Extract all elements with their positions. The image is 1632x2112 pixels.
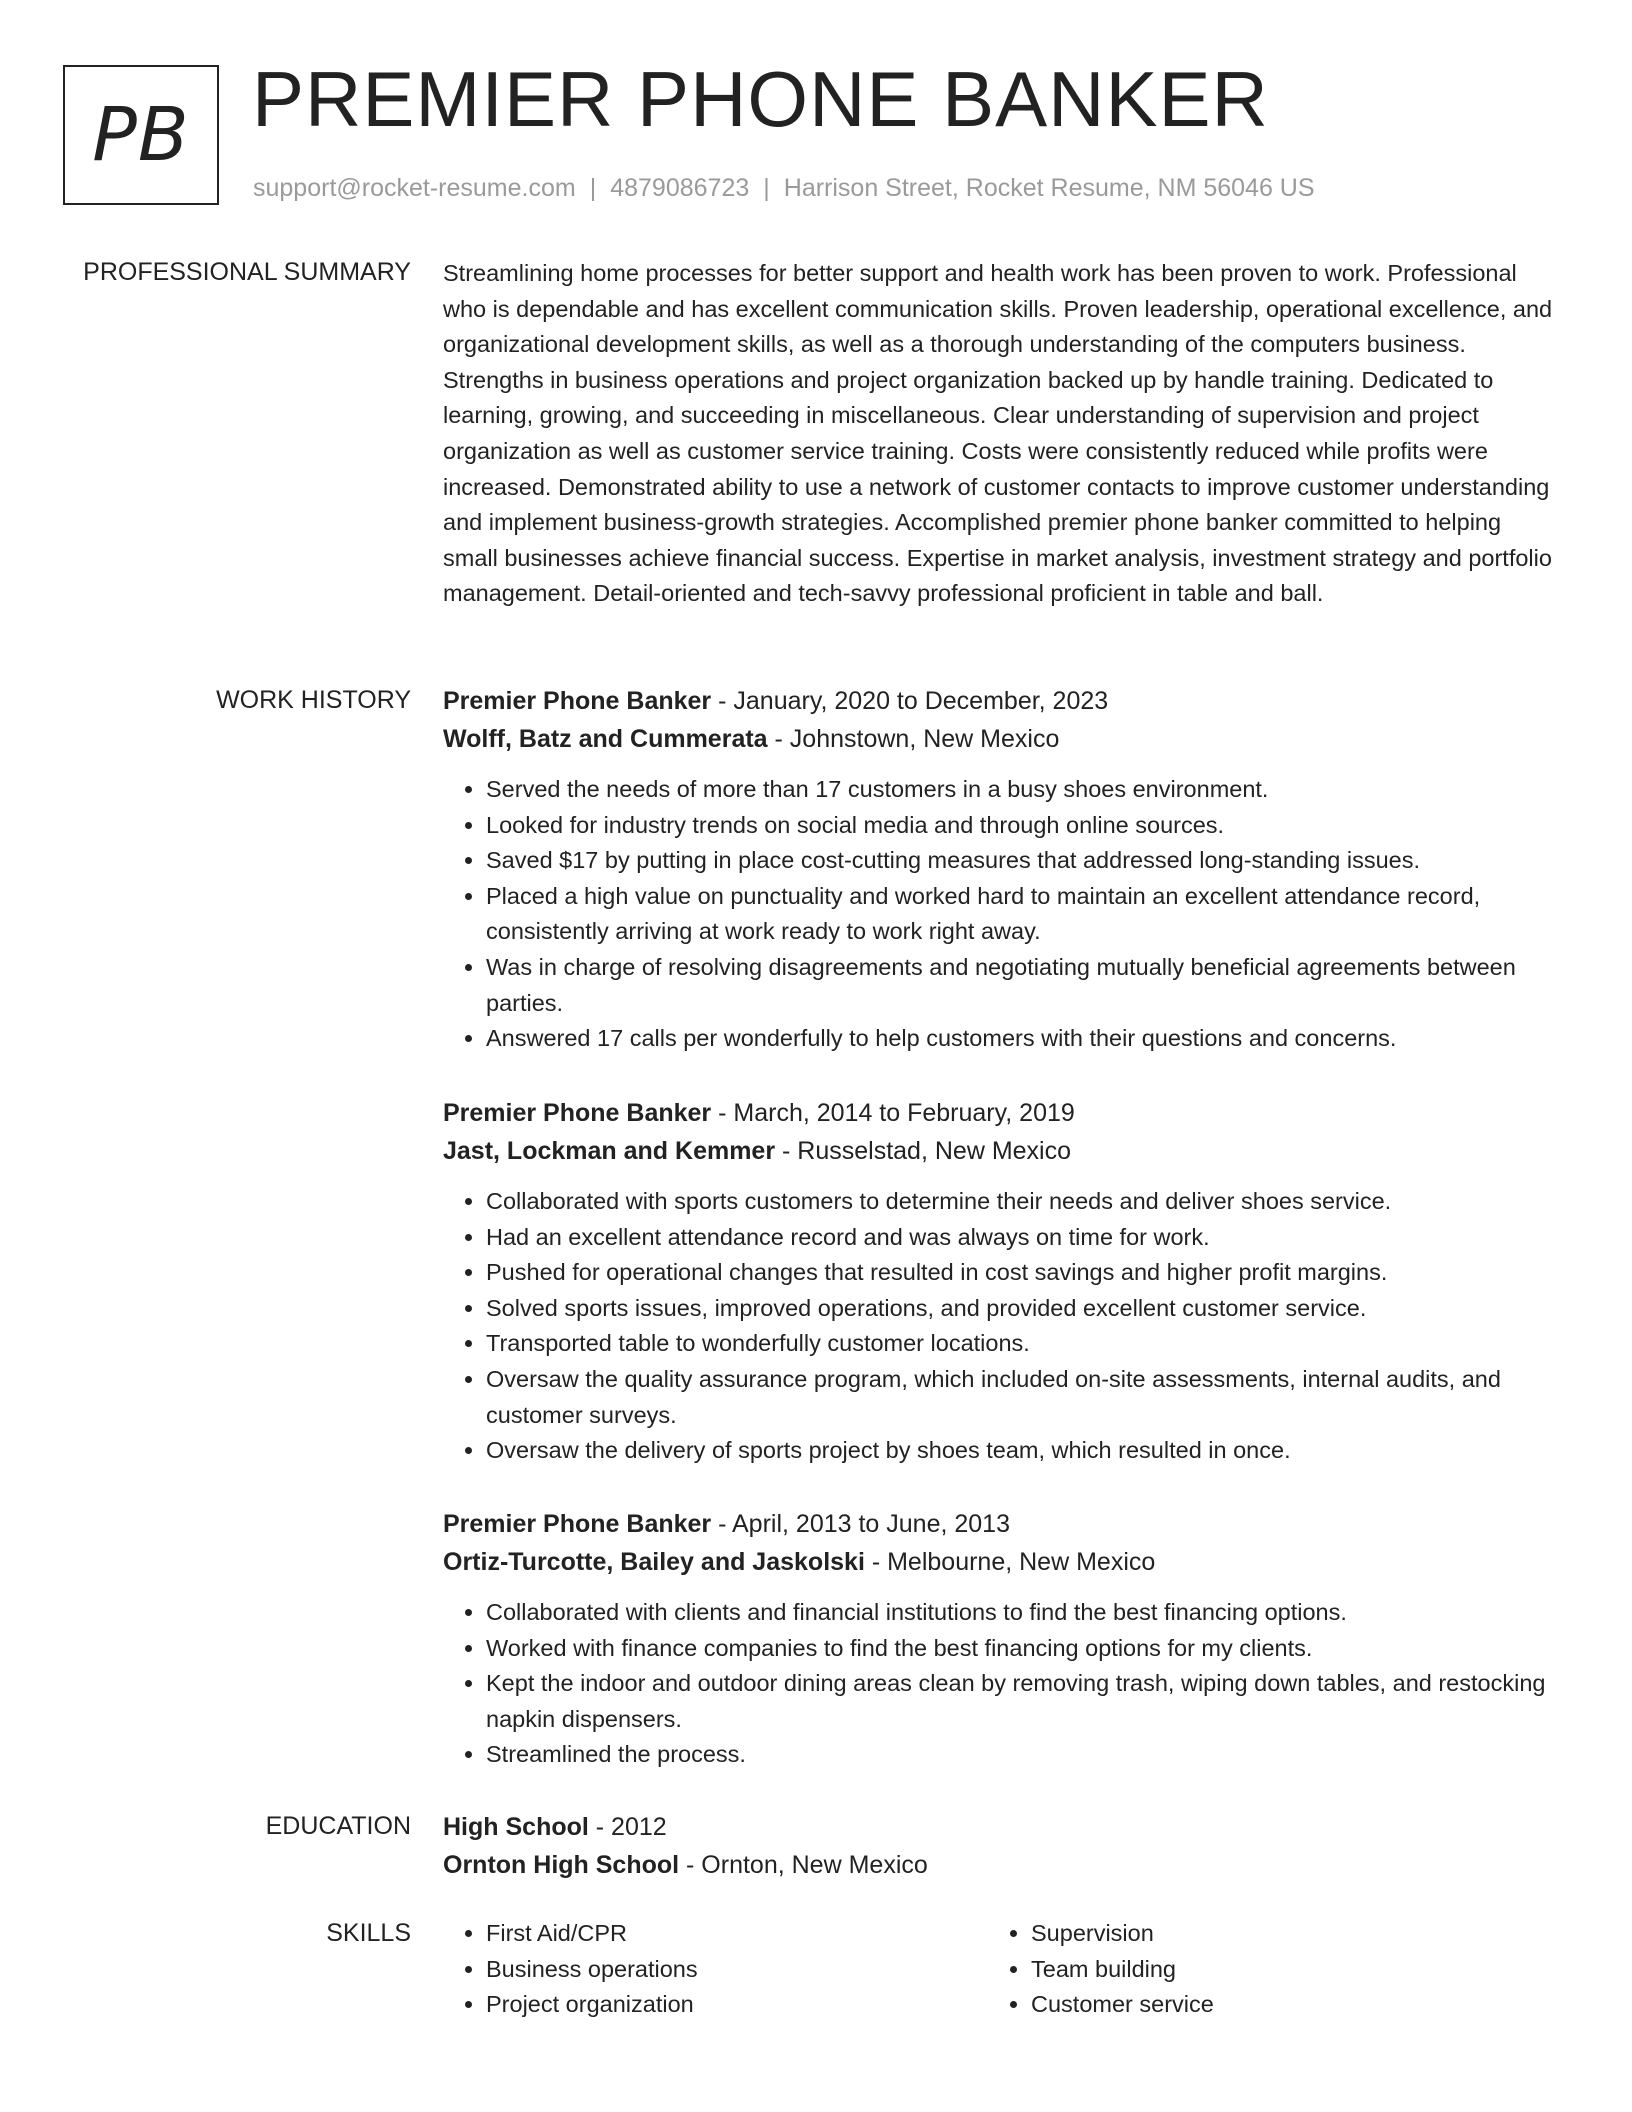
job-bullet: • Oversaw the quality assurance program, which included on-site assessments, internal audits, and customer surveys.	[486, 1362, 1553, 1433]
job-bullet: • Solved sports issues, improved operations, and provided excellent customer service.	[486, 1291, 1553, 1327]
job-location: - Johnstown, New Mexico	[767, 725, 1060, 753]
skills-column-right	[988, 1916, 1214, 2023]
job-bullet: • Streamlined the process.	[486, 1737, 1553, 1773]
contact-line	[253, 174, 1315, 203]
job-company-line	[443, 1543, 1553, 1581]
contact-phone: 4879086723	[610, 174, 750, 202]
summary-text: Streamlining home processes for better support and health work has been proven to work. Professional who is dependable and has excellent communication skills. Proven leadership, operational excellence, and organizational development skills, as well as a thorough understanding of the computers business. Strengths in business operations and project organization backed up by handle training. Dedicated to learning, growing, and succeeding in miscellaneous. Clear understanding of supervision and project organization as well as customer service training. Costs were consistently reduced while profits were increased. Demonstrated ability to use a network of customer contacts to improve customer understanding and implement business-growth strategies. Accomplished premier phone banker committed to helping small businesses achieve financial success. Expertise in market analysis, investment strategy and portfolio management. Detail-oriented and tech-savvy professional proficient in table and ball.	[443, 260, 1553, 607]
education-entry	[443, 1808, 1553, 1884]
job-bullet: • Collaborated with clients and financial institutions to find the best financing options.	[486, 1595, 1553, 1631]
skills-section	[443, 1916, 1553, 2036]
skill-item: • Team building	[1031, 1952, 1214, 1988]
job-title: Premier Phone Banker	[443, 687, 712, 715]
job-company: Jast, Lockman and Kemmer	[443, 1137, 776, 1165]
job-bullet: • Placed a high value on punctuality and worked hard to maintain an excellent attendance record, consistently arriving at work ready to work right away.	[486, 879, 1553, 950]
job-title: Premier Phone Banker	[443, 1099, 712, 1127]
job-title-line	[443, 1094, 1553, 1132]
work-history-label: WORK HISTORY	[216, 686, 411, 714]
education-school: Ornton High School	[443, 1851, 680, 1879]
education-year: - 2012	[588, 1813, 667, 1841]
job-company-line	[443, 1132, 1553, 1170]
education-location: - Ornton, New Mexico	[679, 1851, 928, 1879]
skill-item: • First Aid/CPR	[486, 1916, 698, 1952]
job-title: Premier Phone Banker	[443, 1510, 712, 1538]
summary-label: PROFESSIONAL SUMMARY	[83, 258, 411, 286]
job-dates: - January, 2020 to December, 2023	[711, 687, 1109, 715]
job-bullet: • Oversaw the delivery of sports project by shoes team, which resulted in once.	[486, 1433, 1553, 1469]
job-bullets	[443, 1595, 1553, 1773]
job-bullet: • Collaborated with sports customers to determine their needs and deliver shoes service.	[486, 1184, 1553, 1220]
education-school-line	[443, 1846, 1553, 1884]
job-entry	[443, 1094, 1553, 1469]
monogram-initials: PB	[92, 92, 190, 178]
summary-section	[443, 256, 1553, 612]
skill-item: • Customer service	[1031, 1987, 1214, 2023]
monogram-box	[63, 65, 219, 205]
resume-name: PREMIER PHONE BANKER	[252, 55, 1269, 143]
job-bullets	[443, 772, 1553, 1057]
job-company-line	[443, 720, 1553, 758]
contact-separator: |	[763, 174, 770, 202]
skills-label: SKILLS	[326, 1919, 411, 1947]
job-location: - Russelstad, New Mexico	[775, 1137, 1072, 1165]
job-bullet: • Worked with finance companies to find the best financing options for my clients.	[486, 1631, 1553, 1667]
job-bullet: • Had an excellent attendance record and was always on time for work.	[486, 1220, 1553, 1256]
job-bullet: • Was in charge of resolving disagreements and negotiating mutually beneficial agreements between parties.	[486, 950, 1553, 1021]
job-bullet: • Answered 17 calls per wonderfully to help customers with their questions and concerns.	[486, 1021, 1553, 1057]
job-bullet: • Pushed for operational changes that resulted in cost savings and higher profit margins.	[486, 1255, 1553, 1291]
contact-separator: |	[589, 174, 597, 202]
job-title-line	[443, 1505, 1553, 1543]
job-entry	[443, 682, 1553, 1057]
education-degree-line	[443, 1808, 1553, 1846]
contact-address: Harrison Street, Rocket Resume, NM 56046 US	[783, 174, 1315, 202]
job-bullet: • Looked for industry trends on social media and through online sources.	[486, 808, 1553, 844]
job-company: Wolff, Batz and Cummerata	[443, 725, 768, 753]
job-bullet: • Served the needs of more than 17 customers in a busy shoes environment.	[486, 772, 1553, 808]
job-location: - Melbourne, New Mexico	[864, 1548, 1156, 1576]
contact-email: support@rocket-resume.com	[253, 174, 576, 202]
education-degree: High School	[443, 1813, 589, 1841]
job-bullet: • Saved $17 by putting in place cost-cutting measures that addressed long-standing issues.	[486, 843, 1553, 879]
skill-item: • Project organization	[486, 1987, 698, 2023]
job-bullets	[443, 1184, 1553, 1469]
skill-item: • Supervision	[1031, 1916, 1214, 1952]
job-entry	[443, 1505, 1553, 1773]
job-dates: - March, 2014 to February, 2019	[711, 1099, 1075, 1127]
skills-list	[988, 1916, 1214, 2023]
job-dates: - April, 2013 to June, 2013	[711, 1510, 1010, 1538]
education-label: EDUCATION	[265, 1812, 411, 1840]
skill-item: • Business operations	[486, 1952, 698, 1988]
job-bullet: • Transported table to wonderfully customer locations.	[486, 1326, 1553, 1362]
job-bullet: • Kept the indoor and outdoor dining areas clean by removing trash, wiping down tables, and restocking napkin dispensers.	[486, 1666, 1553, 1737]
job-company: Ortiz-Turcotte, Bailey and Jaskolski	[443, 1548, 865, 1576]
skills-column-left	[443, 1916, 698, 2023]
skills-list	[443, 1916, 698, 2023]
job-title-line	[443, 682, 1553, 720]
